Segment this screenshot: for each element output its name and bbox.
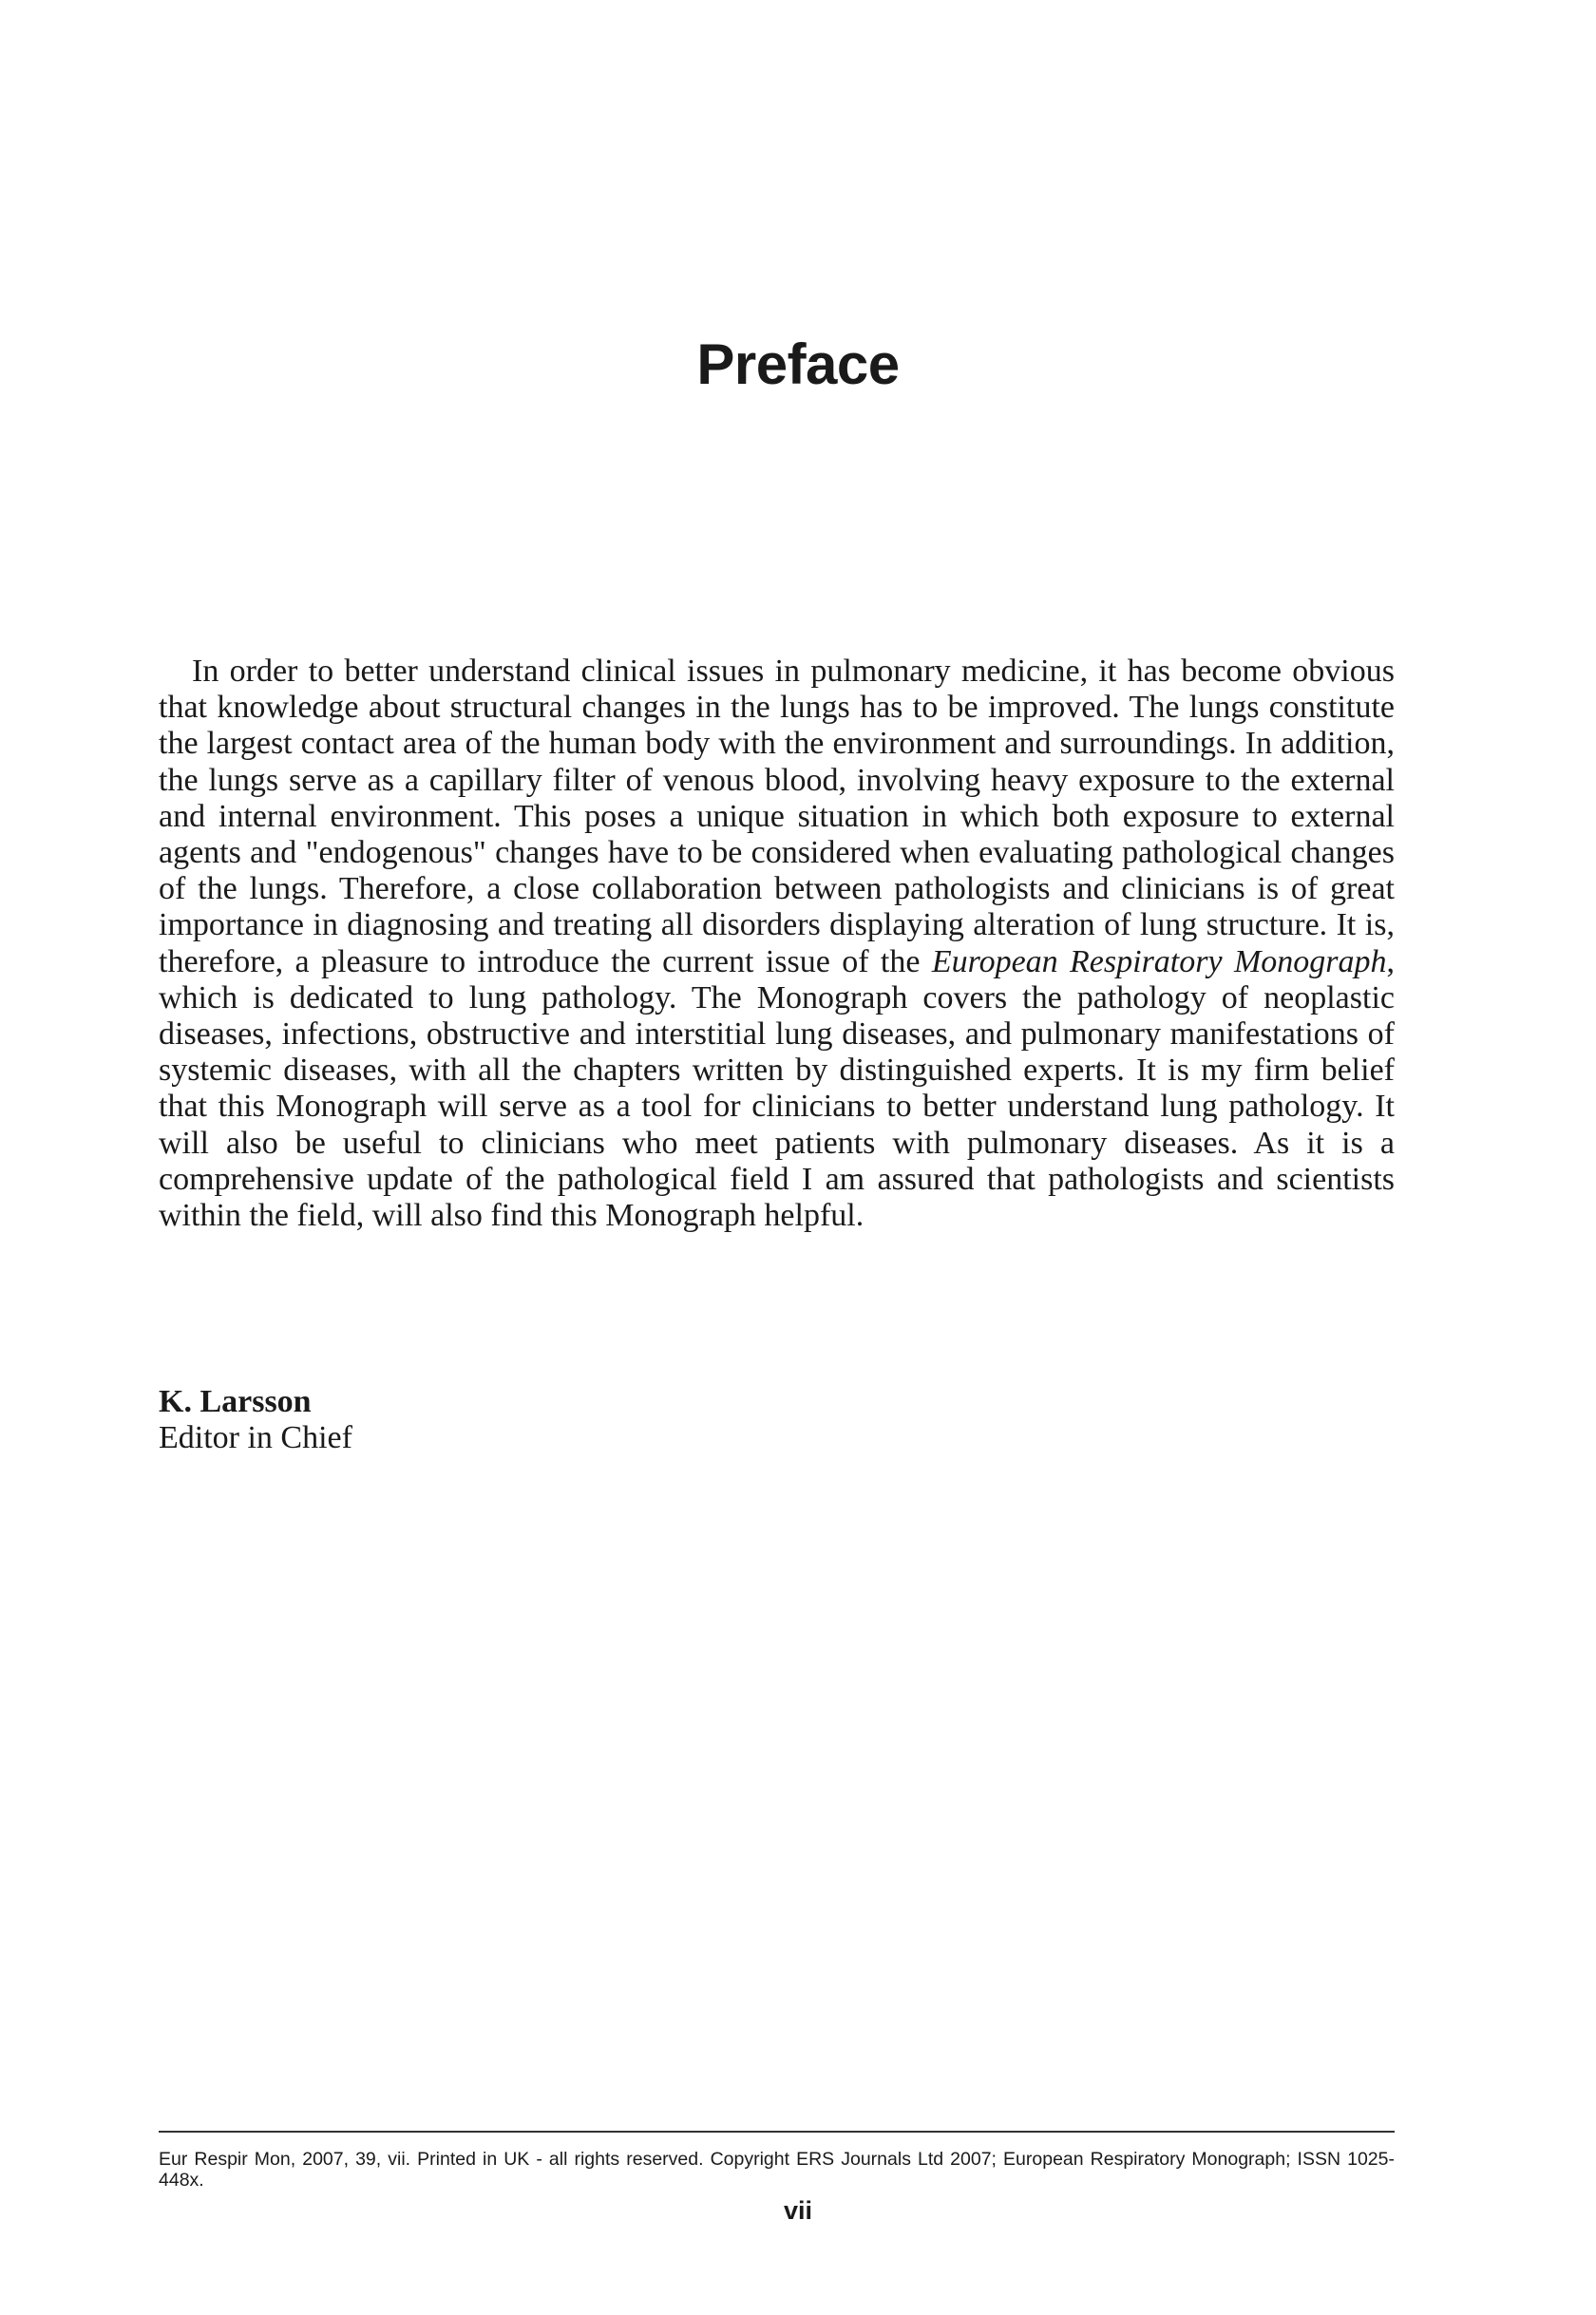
author-role: Editor in Chief — [159, 1420, 352, 1455]
page-title: Preface — [696, 332, 900, 396]
preface-paragraph — [159, 654, 1395, 1234]
author-name: K. Larsson — [159, 1384, 312, 1419]
signature-block — [159, 1384, 352, 1456]
preface-text-part1: In order to better understand clinical issues in pulmonary medicine, it has become obvious that knowledge about structural changes in the lungs has to be improved. The lungs constitute the largest contact area of the human body with the environment and surroundings. In addition, the lungs serve as a capillary filter of venous blood, involving heavy exposure to the external and internal environment. This poses a unique situation in which both exposure to external agents and "endogenous" changes have to be considered when evaluating pathological changes of the lungs. Therefore, a close collaboration between pathologists and clinicians is of great importance in diagnosing and treating all disorders displaying alteration of lung structure. It is, therefore, a pleasure to introduce the current issue of the — [159, 654, 1395, 979]
footer-citation: Eur Respir Mon, 2007, 39, vii. Printed in UK - all rights reserved. Copyright ERS Journals Ltd 2007; European Respiratory Monograph; ISSN 1025-448x. — [159, 2149, 1395, 2191]
preface-text-part2: , which is dedicated to lung pathology. The Monograph covers the pathology of neoplastic diseases, infections, obstructive and interstitial lung diseases, and pulmonary manifestations of systemic diseases, with all the chapters written by distinguished experts. It is my firm belief that this Monograph will serve as a tool for clinicians to better understand lung pathology. It will also be useful to clinicians who meet patients with pulmonary diseases. As it is a comprehensive update of the pathological field I am assured that pathologists and scientists within the field, will also find this Monograph helpful. — [159, 943, 1396, 1234]
monograph-title-italic: European Respiratory Monograph — [931, 943, 1387, 979]
footer-divider — [159, 2131, 1395, 2133]
page-number: vii — [783, 2196, 813, 2225]
